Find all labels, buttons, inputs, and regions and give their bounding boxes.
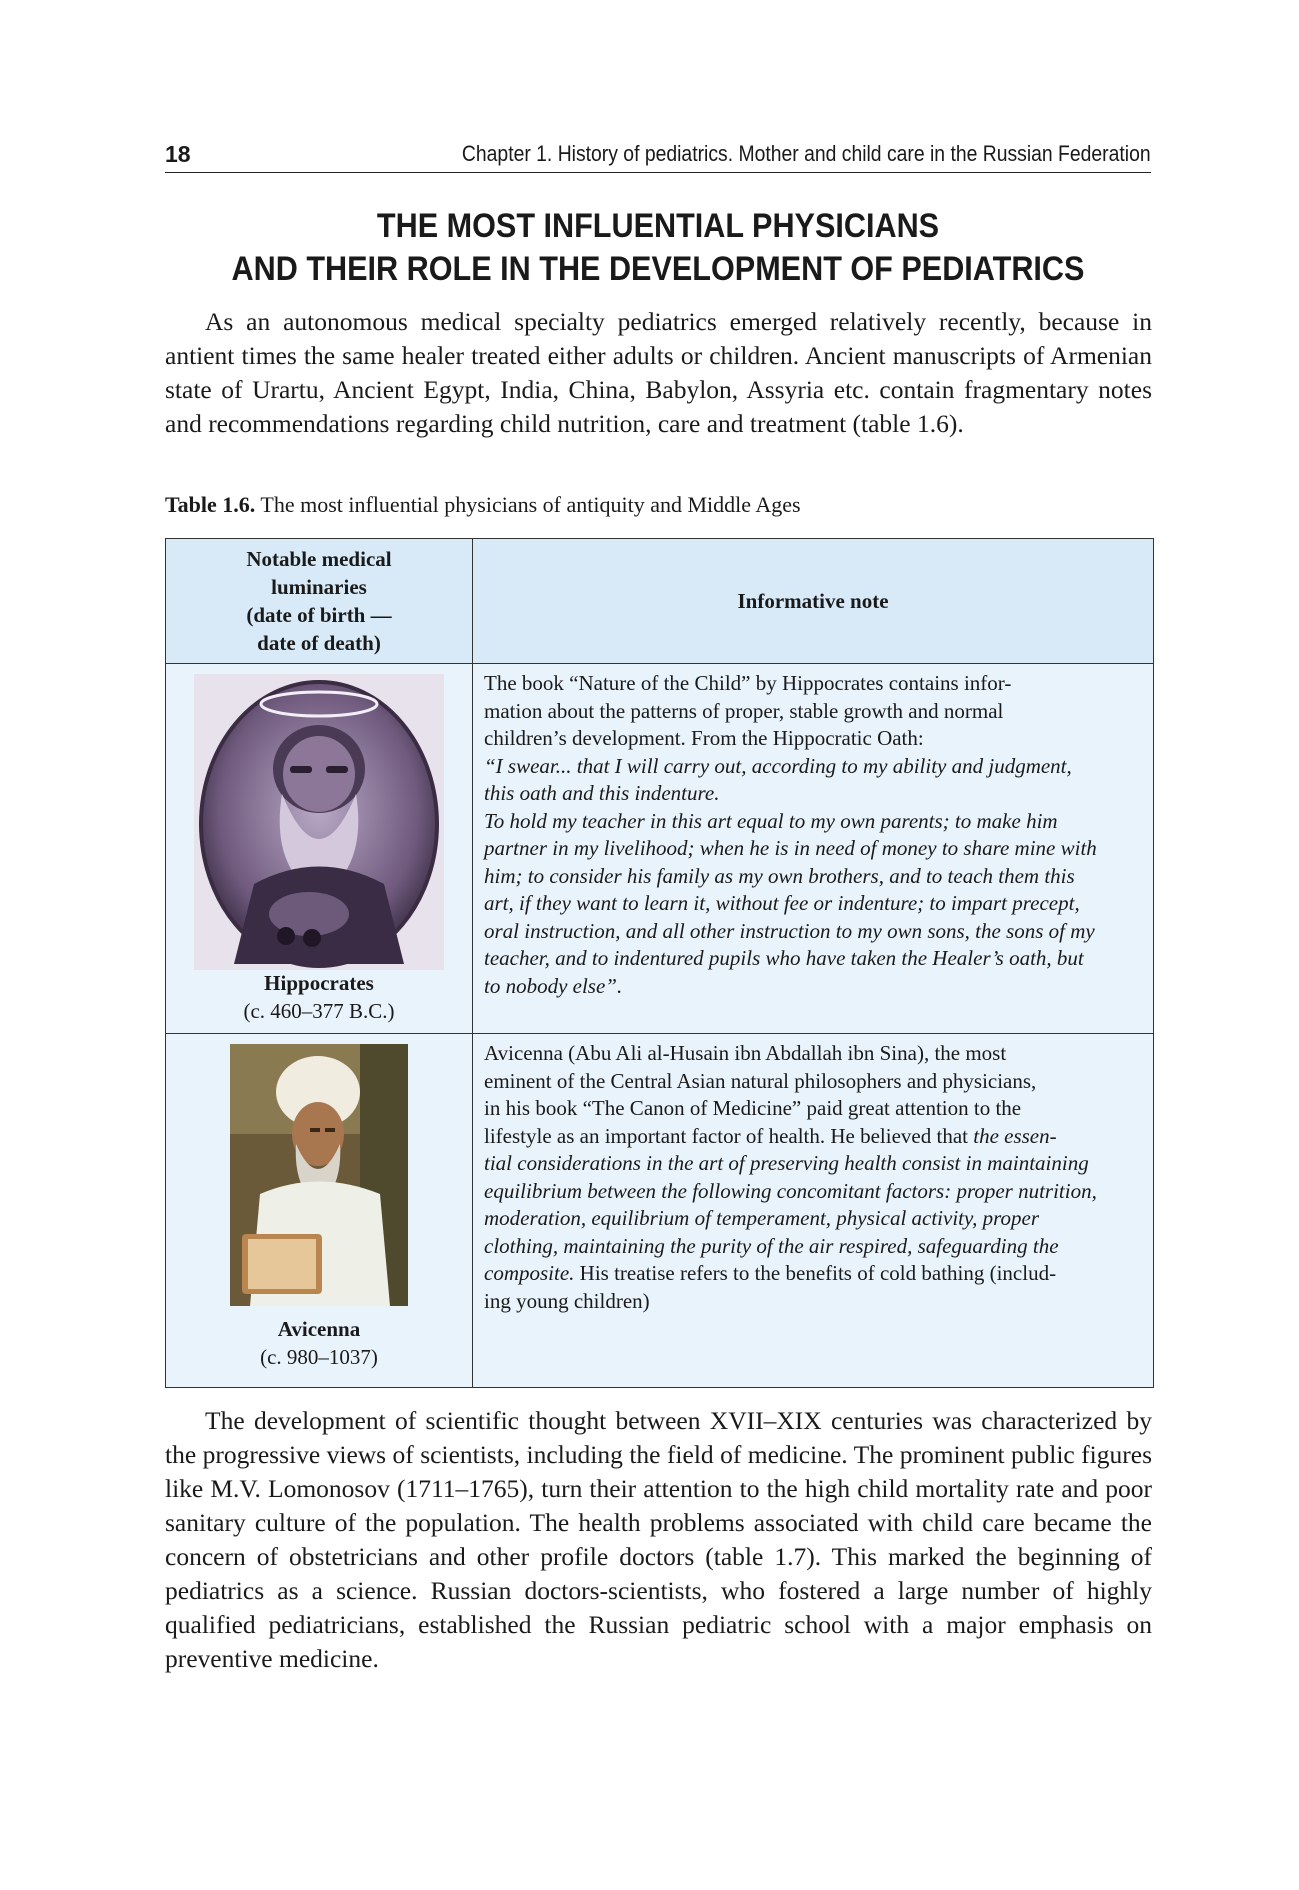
note-cell-avicenna — [473, 1034, 1154, 1388]
table-caption-label: Table 1.6. — [165, 492, 256, 517]
table-row — [166, 1034, 1154, 1388]
person-dates: (c. 460–377 B.C.) — [243, 998, 395, 1023]
note-line: him; to consider his family as my own brothers, and to teach them this — [484, 863, 1075, 888]
person-name: Avicenna — [277, 1317, 361, 1341]
note-line: To hold my teacher in this art equal to my own parents; to make him — [484, 808, 1058, 833]
closing-paragraph: The development of scientific thought between XVII–XIX centuries was characterized by the progressive views of scientists, including the field of medicine. The prominent public figures like M.V. Lomonosov (1711–1765), turn their attention to the high child mortality rate and poor sanitary culture of the population. The health problems associated with child care became the concern of obstetricians and other profile doctors (table 1.7). This marked the beginning of pediatrics as a science. Russian doctors-scientists, who fostered a large number of highly qualified pediatricians, established the Russian pediatric school with a major emphasis on preventive medicine. — [165, 1406, 1152, 1673]
table-caption — [165, 490, 801, 520]
note-line: this oath and this indenture. — [484, 781, 720, 805]
physicians-table — [165, 538, 1154, 1388]
table-caption-text: The most influential physicians of antiquity and Middle Ages — [260, 492, 801, 517]
header-informative-note: Informative note — [473, 539, 1154, 664]
section-heading-line-1: THE MOST INFLUENTIAL PHYSICIANS — [376, 207, 940, 245]
note-line: teacher, and to indentured pupils who have taken the Healer’s oath, but — [484, 946, 1084, 970]
note-line: moderation, equilibrium of temperament, physical activity, proper — [484, 1206, 1040, 1230]
note-line: in his book “The Canon of Medicine” paid great attention to the — [484, 1096, 1022, 1120]
note-line: “I swear... that I will carry out, according to my ability and judgment, — [484, 753, 1072, 778]
note-line: art, if they want to learn it, without fee or indenture; to impart precept, — [484, 891, 1080, 915]
note-line: equilibrium between the following concomitant factors: proper nutrition, — [484, 1178, 1097, 1203]
note-line: to nobody else”. — [484, 973, 623, 998]
header-luminaries-line: (date of birth — — [246, 603, 392, 627]
section-heading — [165, 205, 1151, 291]
header-luminaries — [166, 539, 473, 664]
running-head — [165, 140, 1151, 173]
intro-paragraph: As an autonomous medical specialty pediatrics emerged relatively recently, because in antient times the same healer treated either adults or children. Ancient manuscripts of Armenian state of Urartu, Ancient Egypt, India, China, Babylon, Assyria etc. contain fragmentary notes and recommendations regarding child nutrition, care and treatment (table 1.6). — [165, 307, 1152, 438]
chapter-title: Chapter 1. History of pediatrics. Mother and child care in the Russian Federation — [462, 141, 1151, 166]
note-line: tial considerations in the art of preserving health consist in maintaining — [484, 1151, 1089, 1175]
note-line: eminent of the Central Asian natural philosophers and physicians, — [484, 1068, 1037, 1093]
hippocrates-portrait — [194, 674, 444, 970]
person-cell-avicenna — [166, 1034, 473, 1388]
header-luminaries-line: date of death) — [257, 631, 381, 655]
person-dates: (c. 980–1037) — [260, 1344, 378, 1369]
note-line: mation about the patterns of proper, stable growth and normal — [484, 698, 1004, 723]
person-cell-hippocrates — [166, 664, 473, 1034]
note-line-mixed: composite. His treatise refers to the benefits of cold bathing (includ- — [484, 1261, 1057, 1285]
page-number: 18 — [165, 141, 191, 167]
header-luminaries-line: Notable medical — [246, 547, 392, 571]
avicenna-portrait — [230, 1044, 408, 1306]
note-line: partner in my livelihood; when he is in need of money to share mine with — [484, 836, 1097, 860]
note-line-mixed: lifestyle as an important factor of health. He believed that the essen- — [484, 1123, 1057, 1148]
note-line: Avicenna (Abu Ali al-Husain ibn Abdallah ibn Sina), the most — [484, 1041, 1007, 1065]
note-line: clothing, maintaining the purity of the air respired, safeguarding the — [484, 1233, 1059, 1258]
note-cell-hippocrates — [473, 664, 1154, 1034]
person-name: Hippocrates — [264, 971, 374, 995]
header-luminaries-line: luminaries — [271, 575, 367, 599]
note-line: ing young children) — [484, 1288, 650, 1313]
table-row — [166, 664, 1154, 1034]
note-line: children’s development. From the Hippocratic Oath: — [484, 726, 924, 750]
table-header-row — [166, 539, 1154, 664]
note-line: oral instruction, and all other instruction to my own sons, the sons of my — [484, 918, 1095, 943]
section-heading-line-2: AND THEIR ROLE IN THE DEVELOPMENT OF PEDIATRICS — [231, 250, 1085, 288]
note-line: The book “Nature of the Child” by Hippocrates contains infor- — [484, 671, 1012, 695]
